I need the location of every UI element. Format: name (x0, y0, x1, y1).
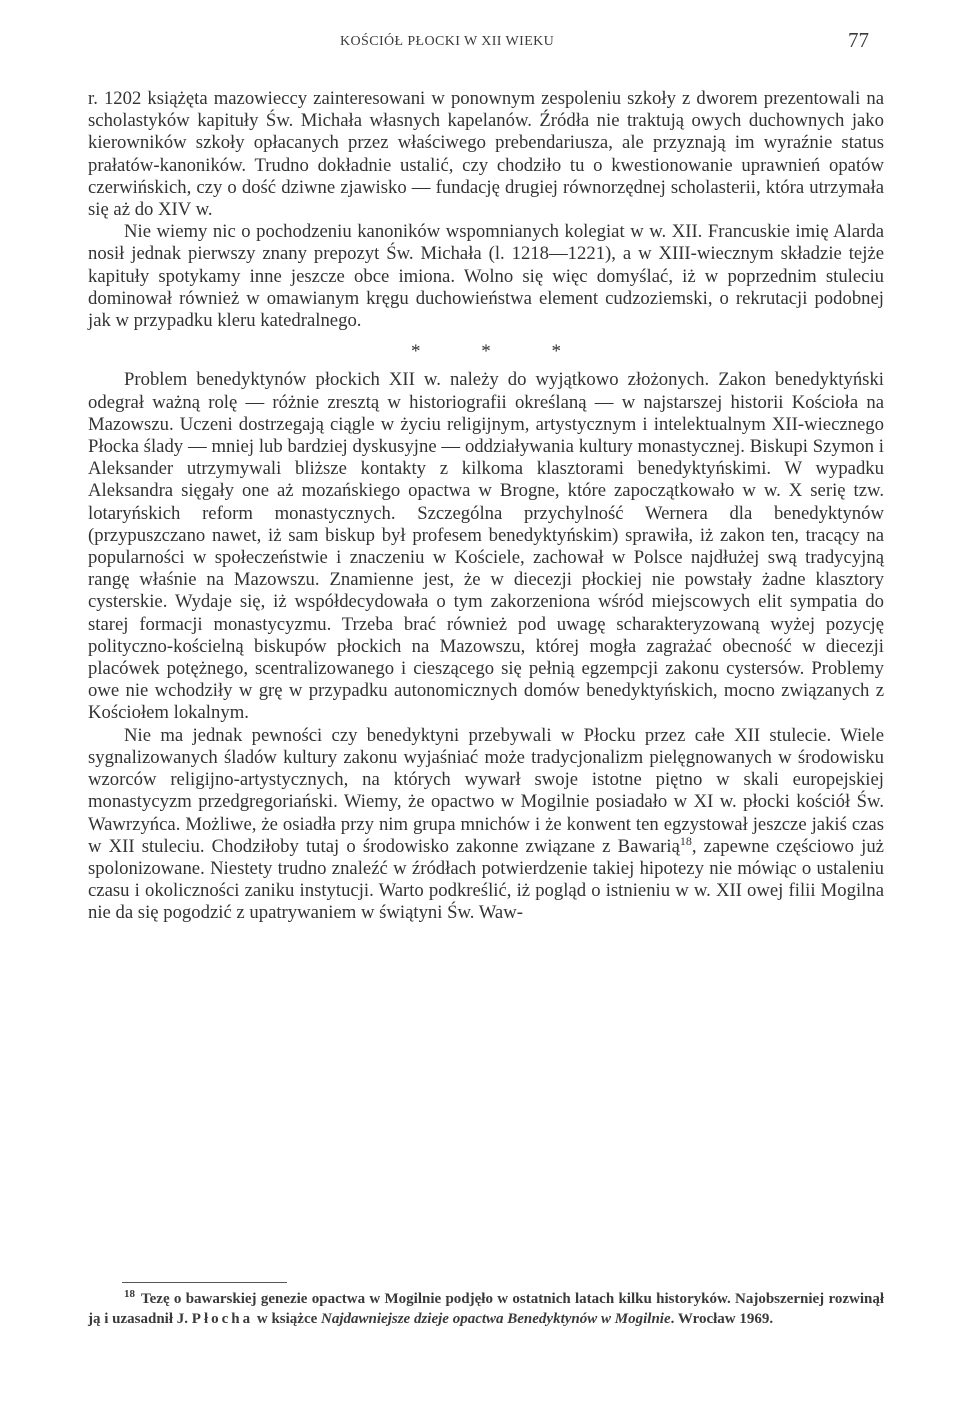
footnote-separator (122, 1282, 287, 1283)
paragraph-4-text-b: , zapewne częściowo już spolonizowane. Niestety trudno znaleźć w źródłach potwierdzenie takiej hipotezy nie mówiąc o ustaleniu czasu i okoliczności zaniku instytucji. Warto podkreślić, iż pogląd o istnieniu w w. XII owej filii Mogilna nie da się pogodzić z upatrywaniem w świątyni Św. Waw- (88, 835, 884, 924)
section-break-asterisms: * * * (411, 341, 589, 363)
paragraph-2: Nie wiemy nic o pochodzeniu kanoników wspomnianych kolegiat w w. XII. Francuskie imię Alarda nosił jednak pierwszy znany prepozyt Św. Michała (l. 1218—1221), a w XIII-wiecznym składzie tejże kapituły spotykamy inne jeszcze obce imiona. Wolno się więc domyślać, iż w poprzednim stuleciu dominował również w omawianym kręgu duchowieństwa element cudzoziemski, o rekrutacji podobnej jak w przypadku kleru katedralnego. (88, 221, 884, 332)
running-head: KOŚCIÓŁ PŁOCKI W XII WIEKU (340, 34, 555, 49)
paragraph-4 (88, 725, 884, 925)
footnote-text-c: . Wrocław 1969. (670, 1311, 774, 1327)
footnote (88, 1289, 884, 1329)
footnote-mark: 18 (124, 1288, 135, 1300)
footnote-book-title: Najdawniejsze dzieje opactwa Benedyktynów w Mogilnie (321, 1311, 671, 1327)
body-text (88, 88, 884, 925)
footnote-text-b: w książce (256, 1311, 318, 1327)
paragraph-1: r. 1202 książęta mazowieccy zainteresowani w ponownym zespoleniu szkoły z dworem prezentowali na scholastyków kapituły Św. Michała własnych kapelanów. Źródła nie traktują owych duchownych jako kierowników szkoły opłacanych przez właściwego prebendariusza, ale przyznają im wyraźnie status prałatów-kanoników. Trudno dokładnie ustalić, czy chodziło tu o kwestionowanie uprawnień opatów czerwińskich, czy o dość dziwne zjawisko — fundację drugiej równorzędnej scholasterii, która utrzymała się aż do XIV w. (88, 88, 884, 221)
paragraph-4-text-a: Nie ma jednak pewności czy benedyktyni przebywali w Płocku przez całe XII stulecie. Wiele sygnalizowanych śladów kultury zakonu wyjaśniać może tradycjonalizm pielęgnowanych w środowisku wzorców religijno-artystycznych, na których wywarł swoje istotne piętno w skali europejskiej monastycyzm przedgregoriański. Wiemy, że opactwo w Mogilnie posiadało w XI w. płocki kościół Św. Wawrzyńca. Możliwe, że osiadła przy nim grupa mnichów i że konwent ten egzystował jeszcze jakiś czas w XII stuleciu. Chodziłoby tutaj o środowisko zakonne związane z Bawarią (88, 724, 884, 857)
footnote-text-a: Tezę o bawarskiej genezie opactwa w Mogilnie podjęło w ostatnich latach kilku historyków. Najobszerniej rozwinął ją i uzasadnił J. (88, 1291, 884, 1327)
footnote-reference: 18 (679, 833, 692, 848)
footnote-author: Płocha (191, 1311, 254, 1327)
page-header (0, 26, 960, 66)
page-number: 77 (848, 28, 869, 52)
paragraph-3: Problem benedyktynów płockich XII w. należy do wyjątkowo złożonych. Zakon benedyktyński odegrał ważną rolę — różnie zresztą w historiografii określaną — w najstarszej historii Kościoła na Mazowszu. Uczeni dostrzegają ciągle w życiu religijnym, artystycznym i intelektualnym XII-wiecznego Płocka ślady — mniej lub bardziej dyskusyjne — oddziaływania kultury monastycznej. Biskupi Szymon i Aleksander utrzymywali bliższe kontakty z kilkoma klasztorami benedyktyńskimi. W wypadku Aleksandra sięgały one aż mozańskiego opactwa w Brogne, które zapoczątkowało w w. X serię tzw. lotaryńskich reform monastycznych. Szczególna przychylność Wernera dla benedyktynów (przypuszczano nawet, iż sam biskup był profesem benedyktyńskim) sprawiła, iż zakon ten, tracący na popularności w społeczeństwie i znaczeniu w Kościele, zachował w Polsce najdłużej swą tradycyjną rangę właśnie na Mazowszu. Znamienne jest, że w diecezji płockiej nie powstały żadne klasztory cysterskie. Wydaje się, iż współdecydowała o tym zakorzeniona wśród miejscowych elit sympatia do starej formacji monastycyzmu. Trzeba brać również pod uwagę scharakteryzowaną wyżej pozycję polityczno-kościelną biskupów płockich na Mazowszu, której mogła zagrażać obecność w diecezji placówek potężnego, scentralizowanego i cieszącego się pełnią egzempcji zakonu cystersów. Problemy owe nie wchodziły w grę w przypadku autonomicznych domów benedyktyńskich, mocno związanych z Kościołem lokalnym. (88, 369, 884, 724)
